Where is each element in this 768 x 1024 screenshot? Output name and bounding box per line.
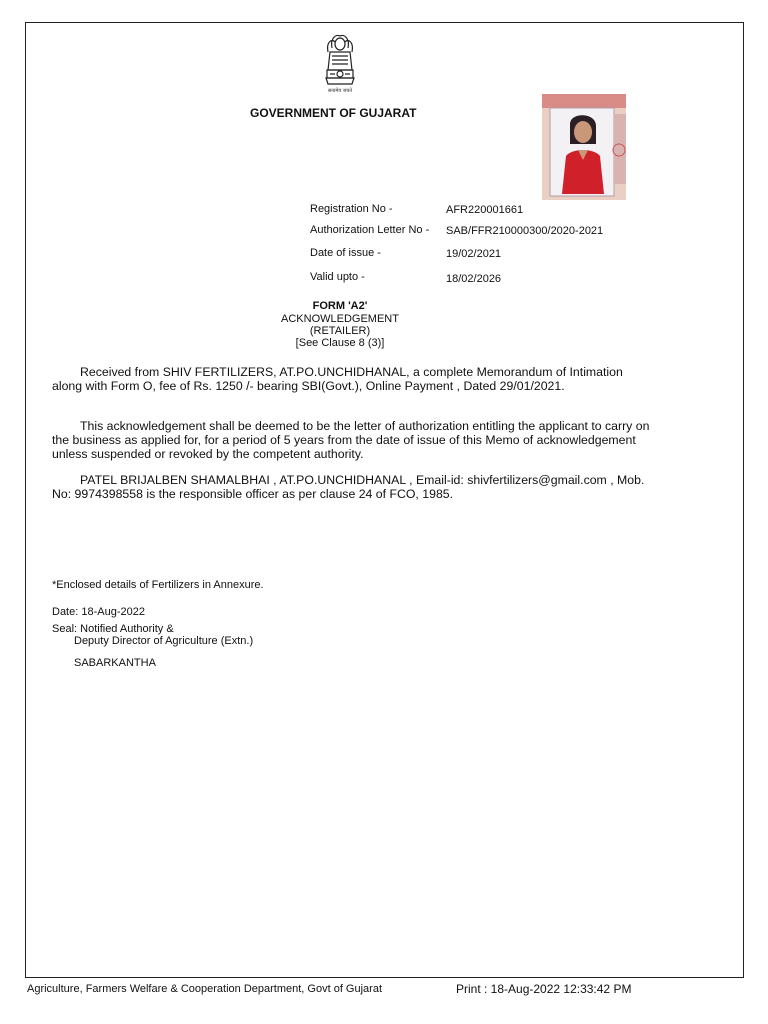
form-clause: [See Clause 8 (3)] <box>295 337 385 349</box>
paragraph-responsible-officer <box>52 473 652 501</box>
paragraph-received-text: Received from SHIV FERTILIZERS, AT.PO.UNCHIDHANAL, a complete Memorandum of Intimation along with Form O, fee of Rs. 1250 /- bearing SBI(Govt.), Online Payment , Dated 29/01/2021. <box>52 365 623 393</box>
seal-line-2: Deputy Director of Agriculture (Extn.) <box>74 635 254 647</box>
paragraph-acknowledgement <box>52 419 652 461</box>
district-name: SABARKANTHA <box>74 657 156 669</box>
authorization-value: SAB/FFR210000300/2020-2021 <box>446 225 604 237</box>
ashoka-emblem-icon <box>318 30 362 96</box>
applicant-photo <box>542 94 626 200</box>
seal-line-1: Seal: Notified Authority & <box>52 623 174 635</box>
form-type: (RETAILER) <box>309 325 371 337</box>
footer-department: Agriculture, Farmers Welfare & Cooperation Department, Govt of Gujarat <box>27 983 382 995</box>
enclosed-note: *Enclosed details of Fertilizers in Annexure. <box>52 579 264 591</box>
paragraph-received <box>52 365 652 393</box>
authorization-label: Authorization Letter No - <box>310 224 430 236</box>
registration-label: Registration No - <box>310 203 393 215</box>
emblem-motto: सत्यमेव जयते <box>327 88 353 94</box>
form-title: FORM 'A2' <box>312 300 368 312</box>
valid-upto-label: Valid upto - <box>310 271 365 283</box>
registration-value: AFR220001661 <box>446 204 524 216</box>
valid-upto-value: 18/02/2026 <box>446 273 502 285</box>
issue-date-value: 19/02/2021 <box>446 248 502 260</box>
paragraph-acknowledgement-text: This acknowledgement shall be deemed to be the letter of authorization entitling the applicant to carry on the business as applied for, for a period of 5 years from the date of issue of this Memo of acknowledgement unless suspended or revoked by the competent authority. <box>52 419 650 461</box>
form-subtitle: ACKNOWLEDGEMENT <box>281 313 399 325</box>
document-date: Date: 18-Aug-2022 <box>52 606 145 618</box>
paragraph-responsible-officer-text: PATEL BRIJALBEN SHAMALBHAI , AT.PO.UNCHIDHANAL , Email-id: shivfertilizers@gmail.com , Mob. No: 9974398558 is the responsible officer as per clause 24 of FCO, 1985. <box>52 473 645 501</box>
page-title: GOVERNMENT OF GUJARAT <box>250 106 417 120</box>
issue-date-label: Date of issue - <box>310 247 381 259</box>
footer-print-timestamp: Print : 18-Aug-2022 12:33:42 PM <box>456 982 632 996</box>
